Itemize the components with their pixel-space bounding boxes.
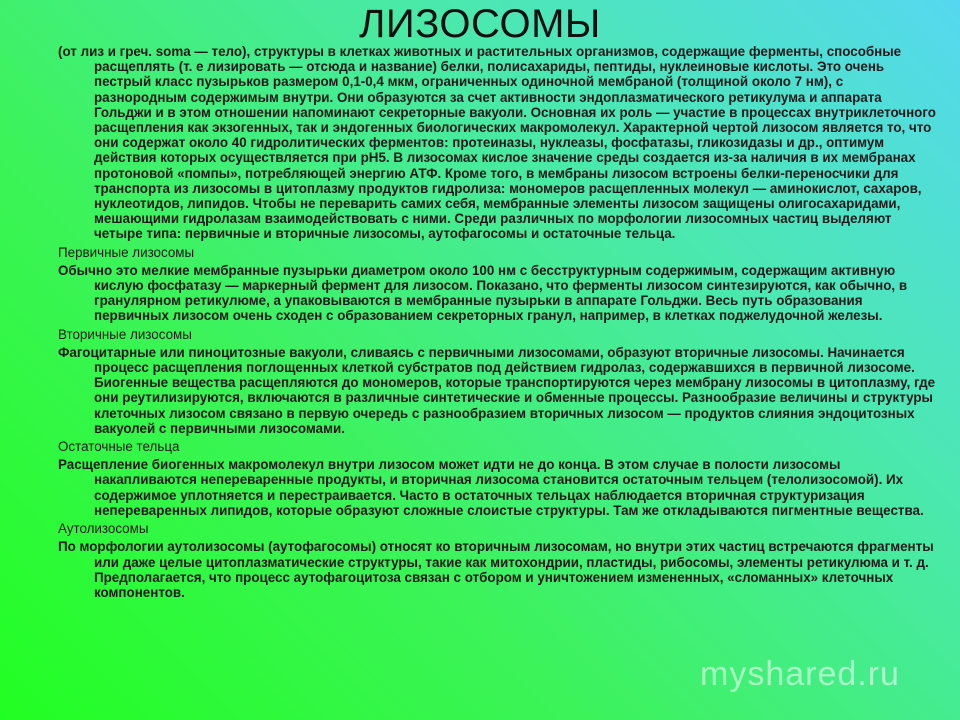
section-text-residual-bodies: Расщепление биогенных макромолекул внутри лизосом может идти не до конца. В этом случае в полости лизосомы накапливаются непереваренные продукты, и вторичная лизосома становится остаточным тельцем (телолизосомой). Их содержимое уплотняется и перестраивается. Часто в остаточных тельцах наблюдается вторичная структуризация непереваренных липидов, которые образуют сложные слоистые структуры. Там же откладываются пигментные вещества. xyxy=(58,457,924,518)
section-heading-residual-bodies: Остаточные тельца xyxy=(58,439,180,455)
section-text-secondary: Фагоцитарные или пиноцитозные вакуоли, сливаясь с первичными лизосомами, образуют вторичные лизосомы. Начинается процесс расщепления поглощенных клеткой субстратов под действием гидролаз, содержавшихся в первичной лизосоме. Биогенные вещества расщепляются до мономеров, которые транспортируются через мембрану лизосомы в цитоплазму, где они реутилизируются, включаются в различные синтетические и обменные процессы. Разнообразие величины и структуры клеточных лизосом связано в первую очередь с разнообразием вторичных лизосом — продуктов слияния эндоцитозных вакуолей с первичными лизосомами. xyxy=(58,344,936,436)
slide-title: ЛИЗОСОМЫ xyxy=(359,2,601,46)
slide-body xyxy=(58,44,936,603)
section-heading-autolysosomes: Аутолизосомы xyxy=(58,521,149,537)
intro-paragraph: (от лиз и греч. soma — тело), структуры в клетках животных и растительных организмов, содержащие ферменты, способные расщеплять (т. е лизировать — отсюда и название) белки, полисахариды, пептиды, нуклеиновые кислоты. Это очень пестрый класс пузырьков размером 0,1-0,4 мкм, ограниченных одиночной мембраной (толщиной около 7 нм), с разнородным содержимым внутри. Они образуются за счет активности эндоплазматического ретикулума и аппарата Гольджи и в этом отношении напоминают секреторные вакуоли. Основная их роль — участие в процессах внутриклеточного расщепления как экзогенных, так и эндогенных биологических макромолекул. Характерной чертой лизосом является то, что они содержат около 40 гидролитических ферментов: протеиназы, нуклеазы, фосфатазы, гликозидазы и др., оптимум действия которых осуществляется при pH5. В лизосомах кислое значение среды создается из-за наличия в их мембранах протоновой «помпы», потребляющей энергию АТФ. Кроме того, в мембраны лизосом встроены белки-переносчики для транспорта из лизосомы в цитоплазму продуктов гидролиза: мономеров расщепленных молекул — аминокислот, сахаров, нуклеотидов, липидов. Чтобы не переварить самих себя, мембранные элементы лизосом защищены олигосахаридами, мешающими гидролазам взаимодействовать с ними. Среди различных по морфологии лизосомных частиц выделяют четыре типа: первичные и вторичные лизосомы, аутофагосомы и остаточные тельца. xyxy=(58,44,936,242)
site-watermark: myshared.ru xyxy=(700,655,900,693)
section-heading-secondary: Вторичные лизосомы xyxy=(58,326,192,342)
section-heading-primary: Первичные лизосомы xyxy=(58,244,195,260)
section-text-primary: Обычно это мелкие мембранные пузырьки диаметром около 100 нм с бесструктурным содержимым, содержащим активную кислую фосфатазу — маркерный фермент для лизосом. Показано, что ферменты лизосом синтезируются, как обычно, в гранулярном ретикулюме, а упаковываются в мембранные пузырьки в аппарате Гольджи. Весь путь образования первичных лизосом очень сходен с образованием секреторных гранул, например, в клетках поджелудочной железы. xyxy=(58,262,908,324)
section-text-autolysosomes: По морфологии аутолизосомы (аутофагосомы) относят ко вторичным лизосомам, но внутри этих частиц встречаются фрагменты или даже целые цитоплазматические структуры, такие как митохондрии, пластиды, рибосомы, элементы ретикулюма и т. д. Предполагается, что процесс аутофагоцитоза связан с отбором и уничтожением измененных, «сломанных» клеточных компонентов. xyxy=(58,539,934,600)
